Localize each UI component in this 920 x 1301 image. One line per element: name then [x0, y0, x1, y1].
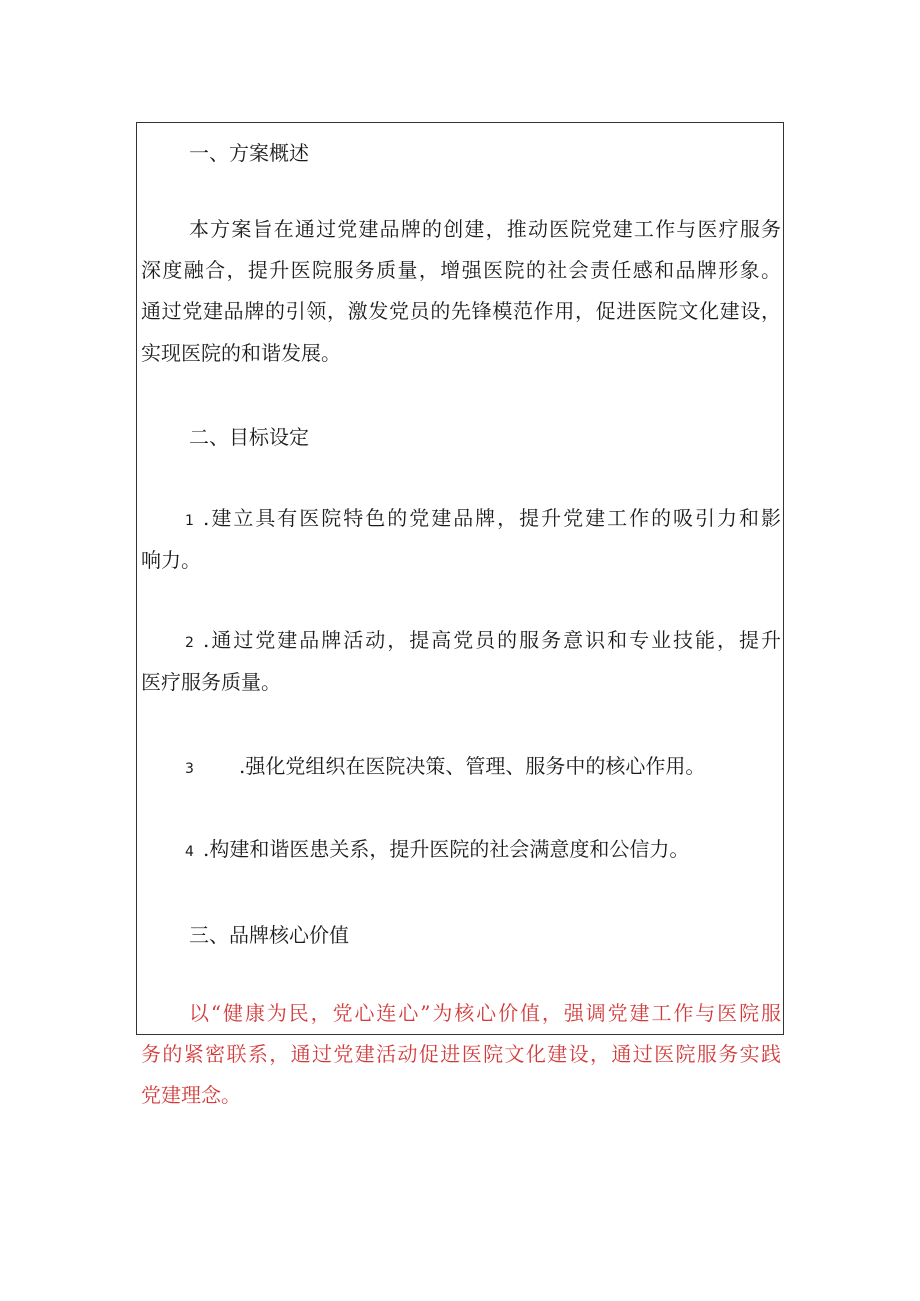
goal-number: 2	[185, 635, 194, 651]
goal-text-line: .通过党建品牌活动，提高党员的服务意识和专业技能，提升	[203, 628, 781, 652]
document-frame	[136, 122, 784, 1107]
core-value-paragraph-line: 党建理念。	[141, 1083, 241, 1107]
goal-number: 3	[185, 761, 194, 777]
goal-text-line: .建立具有医院特色的党建品牌，提升党建工作的吸引力和影	[203, 506, 781, 530]
overview-paragraph-line: 深度融合，提升医院服务质量，增强医院的社会责任感和品牌形象。	[141, 258, 781, 282]
core-value-paragraph-line: 务的紧密联系，通过党建活动促进医院文化建设，通过医院服务实践	[141, 1042, 781, 1066]
overview-paragraph-line: 实现医院的和谐发展。	[141, 341, 341, 365]
goal-number: 1	[185, 513, 194, 529]
goal-text-line: 响力。	[141, 548, 201, 572]
goal-text-line: 医疗服务质量。	[141, 670, 281, 694]
goal-text-line: .构建和谐医患关系，提升医院的社会满意度和公信力。	[203, 837, 690, 861]
goal-number: 4	[185, 844, 194, 860]
section-heading-overview: 一、方案概述	[189, 141, 309, 165]
goal-text-line: .强化党组织在医院决策、管理、服务中的核心作用。	[239, 754, 706, 778]
core-value-paragraph-line: 以“健康为民，党心连心”为核心价值，强调党建工作与医院服	[189, 1001, 781, 1025]
section-heading-core-value: 三、品牌核心价值	[189, 923, 349, 947]
overview-paragraph-line: 通过党建品牌的引领，激发党员的先锋模范作用，促进医院文化建设，	[141, 299, 781, 323]
section-heading-goals: 二、目标设定	[189, 425, 309, 449]
overview-paragraph-line: 本方案旨在通过党建品牌的创建，推动医院党建工作与医疗服务	[189, 217, 781, 241]
